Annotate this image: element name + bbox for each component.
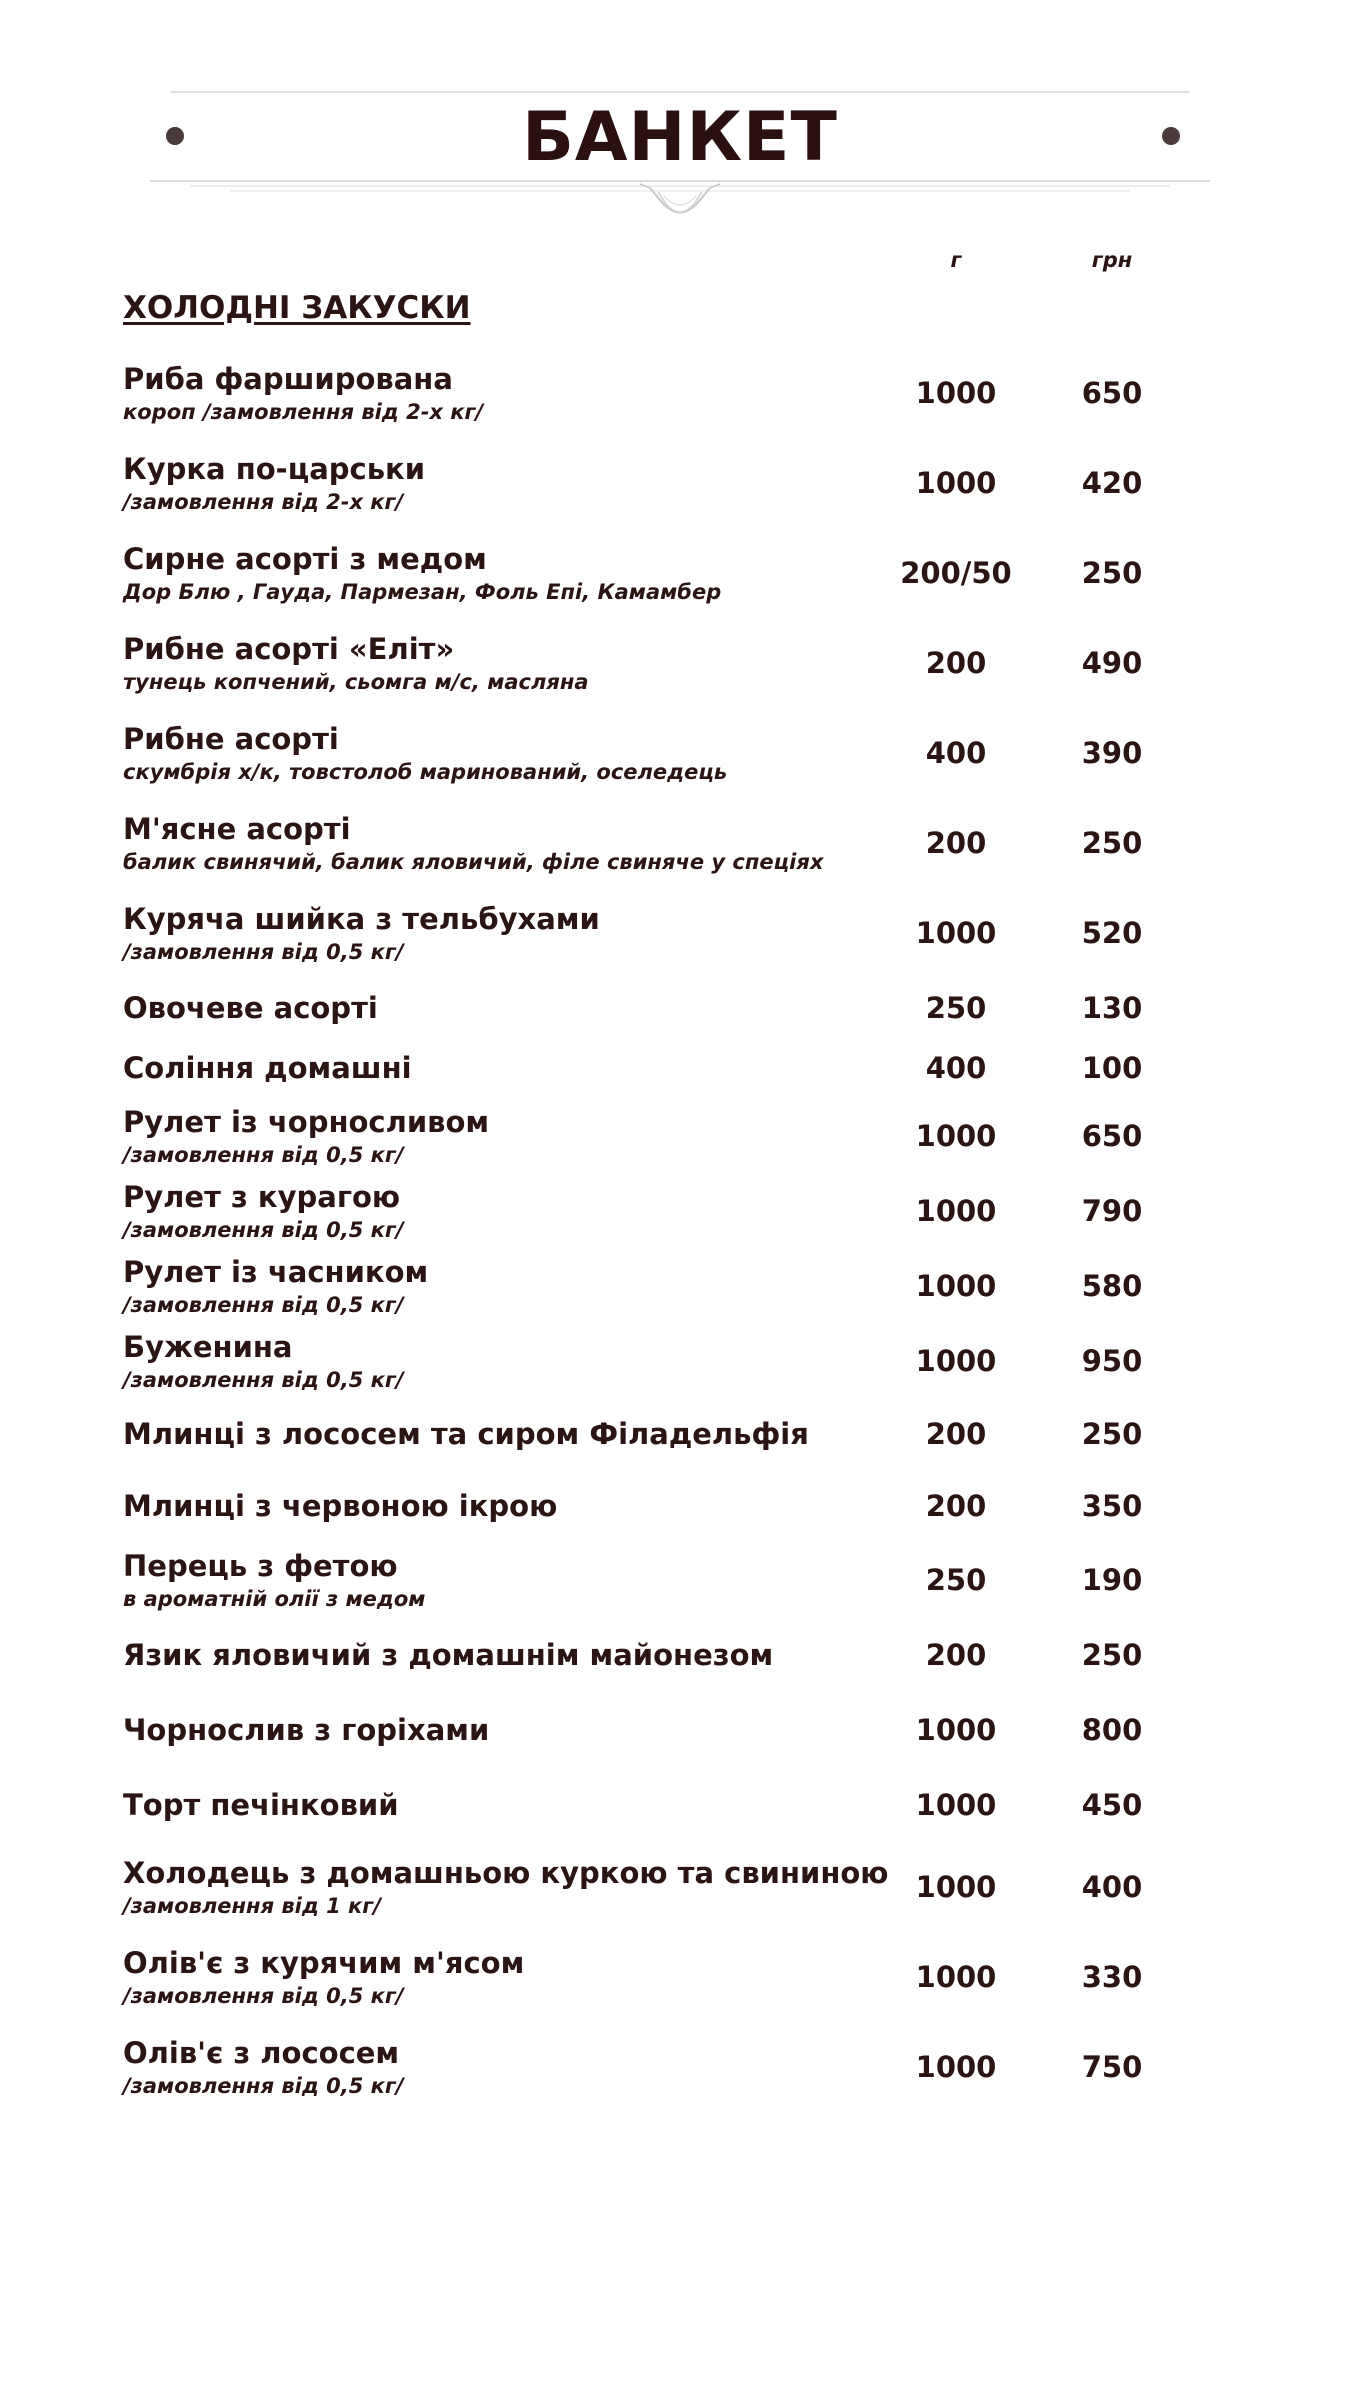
item-description: в ароматній олії з медом: [123, 1586, 426, 1611]
item-description: /замовлення від 2-х кг/: [123, 490, 404, 514]
item-description: скумбрія х/к, товстолоб маринований, оселедець: [123, 760, 728, 784]
item-description: балик свинячий, балик яловичий, філе свиняче у спеціях: [123, 850, 824, 874]
item-price: 800: [1081, 1712, 1143, 1747]
menu-item-tsar-chicken: [123, 438, 1223, 528]
item-description: /замовлення від 1 кг/: [123, 1894, 381, 1918]
item-name: Риба фарширована: [123, 362, 453, 396]
menu-item-fish-platter: [123, 708, 1223, 798]
item-weight: 250: [925, 1562, 987, 1597]
item-weight: 200/50: [900, 556, 1012, 590]
item-price: 350: [1081, 1489, 1143, 1523]
item-description: тунець копчений, сьомга м/с, масляна: [123, 670, 589, 694]
item-weight: 1000: [915, 1193, 997, 1228]
menu-item-olivier-salmon: [123, 2022, 1223, 2112]
item-price: 750: [1081, 2050, 1143, 2084]
menu-item-fish-stuffed: [123, 348, 1223, 438]
item-weight: 250: [925, 991, 987, 1025]
item-description: /замовлення від 0,5 кг/: [123, 1217, 404, 1242]
item-description: /замовлення від 0,5 кг/: [123, 1367, 404, 1392]
item-price: 190: [1081, 1562, 1143, 1597]
item-description: /замовлення від 0,5 кг/: [123, 2074, 404, 2098]
item-description: Дор Блю , Гауда, Пармезан, Фоль Епі, Камамбер: [123, 580, 722, 604]
menu-item-prune-roll: [123, 1098, 1223, 1173]
price-column-header: грн: [1091, 248, 1133, 272]
menu-item-aspic: [123, 1842, 1223, 1932]
item-weight: 200: [925, 826, 987, 860]
item-weight: 1000: [915, 1118, 997, 1153]
menu-item-pepper-feta: [123, 1542, 1223, 1617]
page-title: БАНКЕТ: [522, 98, 838, 177]
menu-item-vegetable-platter: [123, 978, 1223, 1038]
item-name: М'ясне асорті: [123, 812, 351, 846]
item-weight: 1000: [915, 466, 997, 500]
item-description: /замовлення від 0,5 кг/: [123, 940, 404, 964]
item-price: 650: [1081, 1118, 1143, 1153]
menu-header: [150, 80, 1210, 240]
item-name: Рибне асорті: [123, 722, 339, 756]
item-price: 250: [1081, 826, 1143, 860]
weight-column-header: г: [950, 248, 962, 272]
item-price: 490: [1081, 646, 1143, 680]
item-description: /замовлення від 0,5 кг/: [123, 1292, 404, 1317]
item-price: 520: [1081, 916, 1143, 950]
item-price: 790: [1081, 1193, 1143, 1228]
item-price: 400: [1081, 1870, 1143, 1904]
menu-item-garlic-roll: [123, 1248, 1223, 1323]
item-description: /замовлення від 0,5 кг/: [123, 1142, 404, 1167]
item-weight: 200: [925, 646, 987, 680]
item-name: Рибне асорті «Еліт»: [123, 632, 455, 666]
item-weight: 1000: [915, 1343, 997, 1378]
menu-item-liver-cake: [123, 1767, 1223, 1842]
item-weight: 1000: [915, 1787, 997, 1822]
item-name: Рулет з курагою: [123, 1179, 401, 1214]
item-price: 950: [1081, 1343, 1143, 1378]
item-name: Олів'є з лососем: [123, 2036, 400, 2070]
item-name: Млинці з червоною ікрою: [123, 1489, 558, 1523]
menu-item-cheese-platter: [123, 528, 1223, 618]
item-price: 250: [1081, 556, 1143, 590]
item-weight: 1000: [915, 1960, 997, 1994]
item-name: Рулет із чорносливом: [123, 1104, 490, 1139]
item-name: Перець з фетою: [123, 1548, 398, 1583]
item-weight: 1000: [915, 1712, 997, 1747]
menu-item-beef-tongue: [123, 1617, 1223, 1692]
menu-item-pickles: [123, 1038, 1223, 1098]
menu-item-chicken-neck: [123, 888, 1223, 978]
item-name: Млинці з лососем та сиром Філадельфія: [123, 1417, 809, 1451]
menu-item-caviar-pancakes: [123, 1470, 1223, 1542]
item-name: Торт печінковий: [123, 1787, 399, 1822]
item-weight: 1000: [915, 916, 997, 950]
menu-item-fish-platter-elite: [123, 618, 1223, 708]
item-name: Курка по-царськи: [123, 452, 426, 486]
section-title: ХОЛОДНІ ЗАКУСКИ: [123, 290, 471, 326]
item-name: Соління домашні: [123, 1051, 412, 1085]
menu-item-buzhenina: [123, 1323, 1223, 1398]
item-price: 130: [1081, 991, 1143, 1025]
item-weight: 200: [925, 1417, 987, 1451]
item-price: 580: [1081, 1268, 1143, 1303]
item-name: Рулет із часником: [123, 1254, 429, 1289]
item-name: Олів'є з курячим м'ясом: [123, 1946, 525, 1980]
item-weight: 1000: [915, 376, 997, 410]
item-price: 390: [1081, 736, 1143, 770]
item-weight: 1000: [915, 1870, 997, 1904]
item-name: Овочеве асорті: [123, 991, 378, 1025]
item-weight: 400: [925, 736, 987, 770]
menu-list: [123, 348, 1223, 2112]
item-price: 330: [1081, 1960, 1143, 1994]
item-weight: 1000: [915, 2050, 997, 2084]
menu-item-meat-platter: [123, 798, 1223, 888]
item-weight: 400: [925, 1051, 987, 1085]
item-price: 420: [1081, 466, 1143, 500]
item-price: 250: [1081, 1417, 1143, 1451]
item-description: короп /замовлення від 2-х кг/: [123, 400, 484, 424]
item-name: Сирне асорті з медом: [123, 542, 487, 576]
item-price: 450: [1081, 1787, 1143, 1822]
item-weight: 200: [925, 1489, 987, 1523]
item-price: 650: [1081, 376, 1143, 410]
menu-item-prunes-nuts: [123, 1692, 1223, 1767]
item-description: /замовлення від 0,5 кг/: [123, 1984, 404, 2008]
item-name: Язик яловичий з домашнім майонезом: [123, 1637, 774, 1672]
item-name: Чорнослив з горіхами: [123, 1712, 490, 1747]
item-name: Холодець з домашньою куркою та свининою: [123, 1856, 889, 1890]
item-name: Куряча шийка з тельбухами: [123, 902, 600, 936]
item-price: 250: [1081, 1637, 1143, 1672]
menu-item-salmon-pancakes: [123, 1398, 1223, 1470]
item-price: 100: [1081, 1051, 1143, 1085]
menu-item-olivier-chicken: [123, 1932, 1223, 2022]
item-name: Буженина: [123, 1329, 293, 1364]
item-weight: 1000: [915, 1268, 997, 1303]
menu-item-apricot-roll: [123, 1173, 1223, 1248]
item-weight: 200: [925, 1637, 987, 1672]
